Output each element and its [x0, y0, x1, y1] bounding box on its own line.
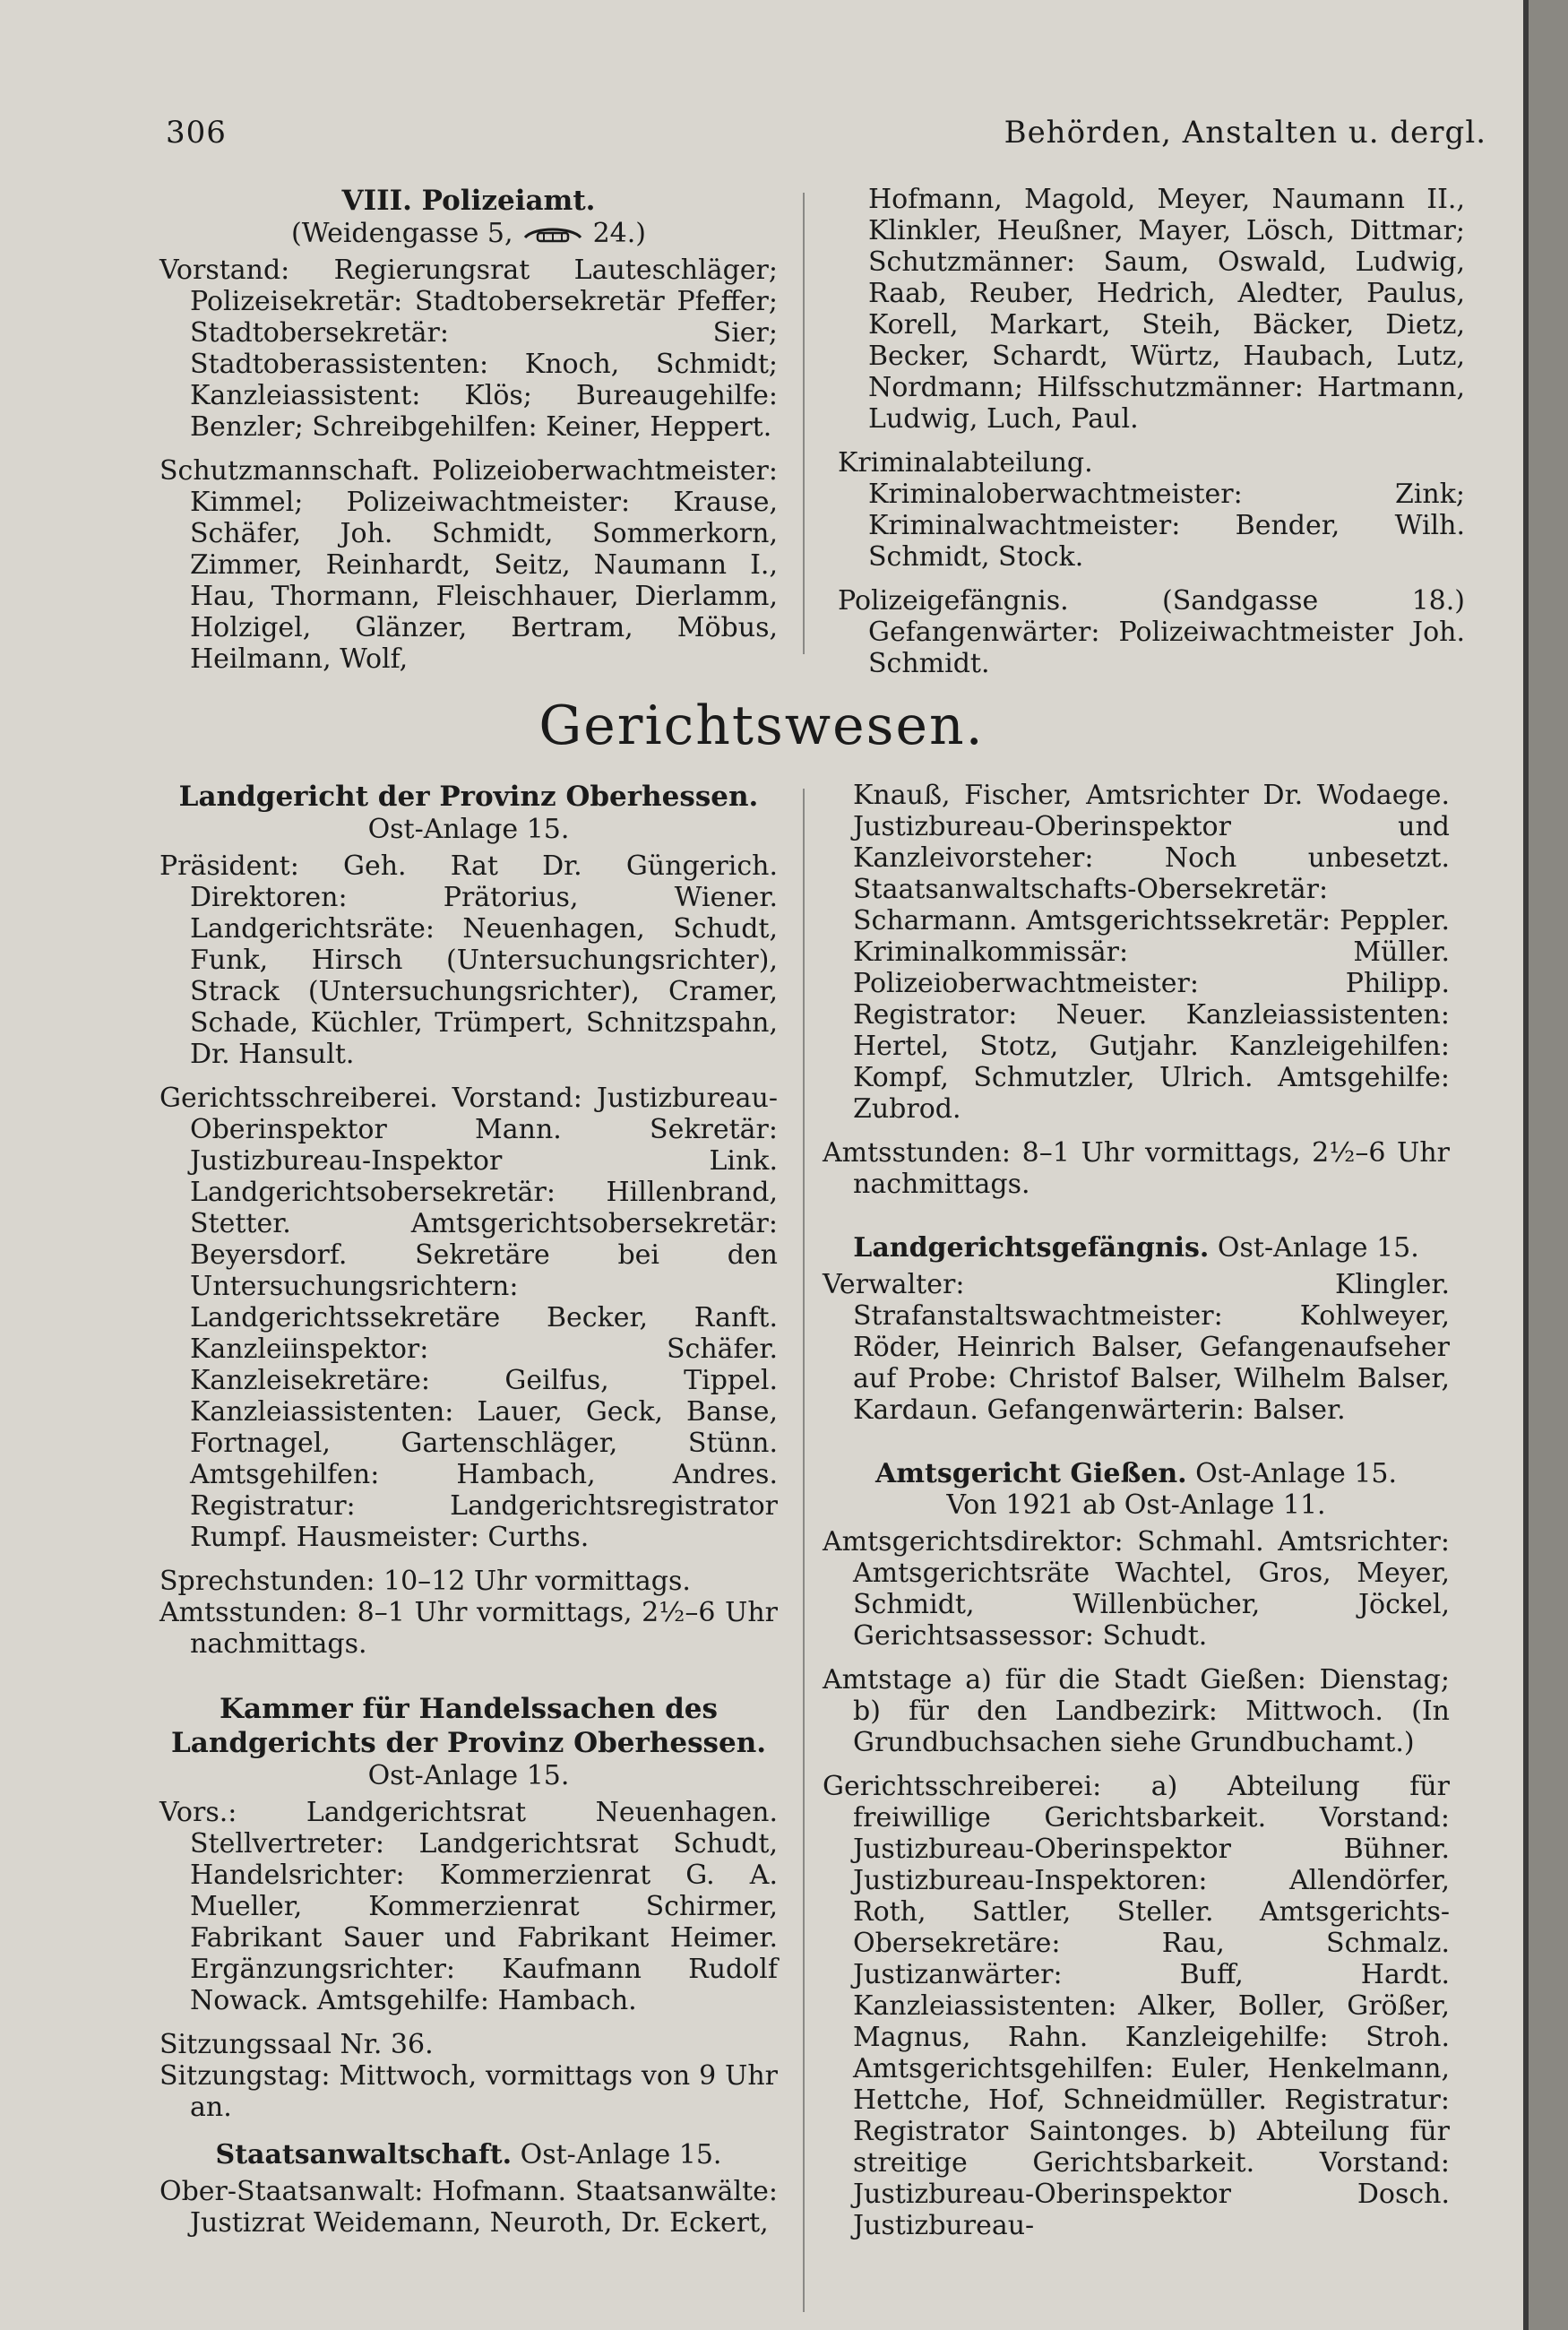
- kammer-sitzungstag: Sitzungstag: Mittwoch, vormittags von 9 Uhr an.: [159, 2060, 778, 2123]
- column-divider-top: [803, 193, 805, 654]
- polizeiamt-column: [159, 184, 778, 687]
- right-main-column: [823, 780, 1450, 2254]
- schutzmannschaft-continuation: Hofmann, Magold, Meyer, Naumann II., Klinkler, Heußner, Mayer, Lösch, Dittmar; Schutzmänner: Saum, Oswald, Ludwig, Raab, Reuber, Hedrich, Aledter, Paulus, Korell, Markart, Steih, Bäcker, Dietz, Becker, Schardt, Würtz, Haubach, Lutz, Nordmann; Hilfsschutzmänner: Hartmann, Ludwig, Luch, Paul.: [868, 184, 1465, 435]
- ag-direktor: Amtsgerichtsdirektor: Schmahl. Amtsrichter: Amtsgerichtsräte Wachtel, Gros, Meyer, Schmidt, Willenbücher, Jöckel, Gerichtsassessor: Schudt.: [823, 1526, 1450, 1652]
- polizeiamt-vorstand: Vorstand: Regierungsrat Lauteschläger; Polizeisekretär: Stadtobersekretär Pfeffer; Stadtobersekretär: Sier; Stadtoberassistenten: Knoch, Schmidt; Kanzleiassistent: Klös; Bureaugehilfe: Benzler; Schreibgehilfen: Keiner, Heppert.: [159, 255, 778, 443]
- landgericht-gerichtsschreiberei: Gerichtsschreiberei. Vorstand: Justizbureau-Oberinspektor Mann. Sekretär: Justizbureau-Inspektor Link. Landgerichtsobersekretär: Hillenbrand, Stetter. Amtsgerichtsobersekretär: Beyersdorf. Sekretäre bei den Untersuchungsrichtern: Landgerichtssekretäre Becker, Ranft. Kanzleiinspektor: Schäfer. Kanzleisekretäre: Geilfus, Tippel. Kanzleiassistenten: Lauer, Geck, Banse, Fortnagel, Gartenschläger, Stünn. Amtsgehilfen: Hambach, Andres. Registratur: Landgerichtsregistrator Rumpf. Hausmeister: Curths.: [159, 1083, 778, 1553]
- polizeiamt-schutzmannschaft: Schutzmannschaft. Polizeioberwachtmeister: Kimmel; Polizeiwachtmeister: Krause, Schäfer, Joh. Schmidt, Sommerkorn, Zimmer, Reinhardt, Seitz, Naumann I., Hau, Thormann, Fleischhauer, Dierlamm, Holzigel, Glänzer, Bertram, Möbus, Heilmann, Wolf,: [159, 455, 778, 675]
- column-divider-main: [803, 789, 805, 2312]
- facing-page-edge: [1523, 0, 1568, 2330]
- staatsanwalt-heading: [159, 2139, 778, 2170]
- lgf-address: Ost-Anlage 15.: [1217, 1232, 1419, 1264]
- polizeigefaengnis: Polizeigefängnis. (Sandgasse 18.) Gefangenwärter: Polizeiwachtmeister Joh. Schmidt.: [838, 585, 1465, 679]
- kammer-address: Ost-Anlage 15.: [367, 1760, 570, 1791]
- telephone-icon: [521, 225, 584, 245]
- landgericht-address: Ost-Anlage 15.: [367, 814, 570, 845]
- kriminalabteilung: Kriminalabteilung. Kriminaloberwachtmeister: Zink; Kriminalwachtmeister: Bender, Wilh. Schmidt, Stock.: [838, 447, 1465, 573]
- lgf-title: Landgerichtsgefängnis.: [853, 1232, 1210, 1264]
- running-title: Behörden, Anstalten u. dergl.: [1004, 115, 1486, 151]
- staatsanwalt-text: Ober-Staatsanwalt: Hofmann. Staatsanwälte: Justizrat Weidemann, Neuroth, Dr. Eckert,: [159, 2176, 778, 2239]
- landgericht-title: Landgericht der Provinz Oberhessen.: [178, 781, 759, 813]
- page-number: 306: [166, 115, 227, 151]
- spacer: [159, 1672, 778, 1692]
- address-pre: (Weidengasse 5,: [290, 218, 513, 249]
- spacer: [823, 1212, 1450, 1232]
- page-header: [166, 115, 1492, 168]
- kammer-text: Vors.: Landgerichtsrat Neuenhagen. Stellvertreter: Landgerichtsrat Schudt, Handelsrichter: Kommerzienrat G. A. Mueller, Kommerzienrat Schirmer, Fabrikant Sauer und Fabrikant Heimer. Ergänzungsrichter: Kaufmann Rudolf Nowack. Amtsgehilfe: Hambach.: [159, 1797, 778, 2016]
- ag-address: Ost-Anlage 15.: [1195, 1458, 1398, 1489]
- polizeiamt-continuation-column: [838, 184, 1465, 692]
- lgf-text: Verwalter: Klingler. Strafanstaltswachtmeister: Kohlweyer, Röder, Heinrich Balser, Gefangenaufseher auf Probe: Christof Balser, Wilhelm Balser, Kardaun. Gefangenwärterin: Balser.: [823, 1269, 1450, 1426]
- staatsanwalt-continuation: Knauß, Fischer, Amtsrichter Dr. Wodaege. Justizbureau-Oberinspektor und Kanzleivorsteher: Noch unbesetzt. Staatsanwaltschafts-Obersekretär: Scharmann. Amtsgerichtssekretär: Peppler. Kriminalkommissär: Müller. Polizeioberwachtmeister: Philipp. Registrator: Neuer. Kanzleiassistenten: Hertel, Stotz, Gutjahr. Kanzleigehilfen: Kompf, Schmutzler, Ulrich. Amtsgehilfe: Zubrod.: [853, 780, 1450, 1125]
- ag-amtstage: Amtstage a) für die Stadt Gießen: Dienstag; b) für den Landbezirk: Mittwoch. (In Grundbuchsachen siehe Grundbuchamt.): [823, 1664, 1450, 1758]
- book-gutter: [1523, 0, 1529, 2330]
- section-title-gerichtswesen: Gerichtswesen.: [538, 695, 985, 757]
- landgericht-amtsstunden: Amtsstunden: 8–1 Uhr vormittags, 2½–6 Uhr nachmittags.: [159, 1597, 778, 1660]
- staatsanwalt-title: Staatsanwaltschaft.: [215, 2139, 513, 2170]
- staatsanwalt-address: Ost-Anlage 15.: [520, 2139, 722, 2170]
- left-main-column: [159, 780, 778, 2251]
- landgericht-praesident: Präsident: Geh. Rat Dr. Güngerich. Direktoren: Prätorius, Wiener. Landgerichtsräte: Neuenhagen, Schudt, Funk, Hirsch (Untersuchungsrichter), Strack (Untersuchungsrichter), Cramer, Schade, Küchler, Trümpert, Schnitzspahn, Dr. Hansult.: [159, 850, 778, 1070]
- kammer-title: Kammer für Handelssachen des Landgerichts der Provinz Oberhessen.: [170, 1693, 767, 1759]
- polizeiamt-title: VIII. Polizeiamt.: [341, 185, 596, 217]
- polizeiamt-address: [159, 218, 778, 249]
- ag-address-2: Von 1921 ab Ost-Anlage 11.: [946, 1489, 1326, 1521]
- spacer: [823, 1438, 1450, 1458]
- address-post: 24.): [592, 218, 647, 249]
- ag-heading: [823, 1458, 1450, 1489]
- staatsanwalt-amtsstunden: Amtsstunden: 8–1 Uhr vormittags, 2½–6 Uhr nachmittags.: [823, 1137, 1450, 1200]
- landgericht-sprechstunden: Sprechstunden: 10–12 Uhr vormittags.: [159, 1566, 691, 1597]
- kammer-sitzungssaal: Sitzungssaal Nr. 36.: [159, 2029, 434, 2060]
- ag-title: Amtsgericht Gießen.: [874, 1458, 1187, 1489]
- lgf-heading: [823, 1232, 1450, 1264]
- ag-gerichtsschreiberei: Gerichtsschreiberei: a) Abteilung für freiwillige Gerichtsbarkeit. Vorstand: Justizbureau-Oberinspektor Bühner. Justizbureau-Inspektoren: Allendörfer, Roth, Sattler, Steller. Amtsgerichts-Obersekretäre: Rau, Schmalz. Justizanwärter: Buff, Hardt. Kanzleiassistenten: Alker, Boller, Größer, Magnus, Rahn. Kanzleigehilfe: Stroh. Amtsgerichtsgehilfen: Euler, Henkelmann, Hettche, Hof, Schneidmüller. Registratur: Registrator Saintonges. b) Abteilung für streitige Gerichtsbarkeit. Vorstand: Justizbureau-Oberinspektor Dosch. Justizbureau-: [823, 1771, 1450, 2241]
